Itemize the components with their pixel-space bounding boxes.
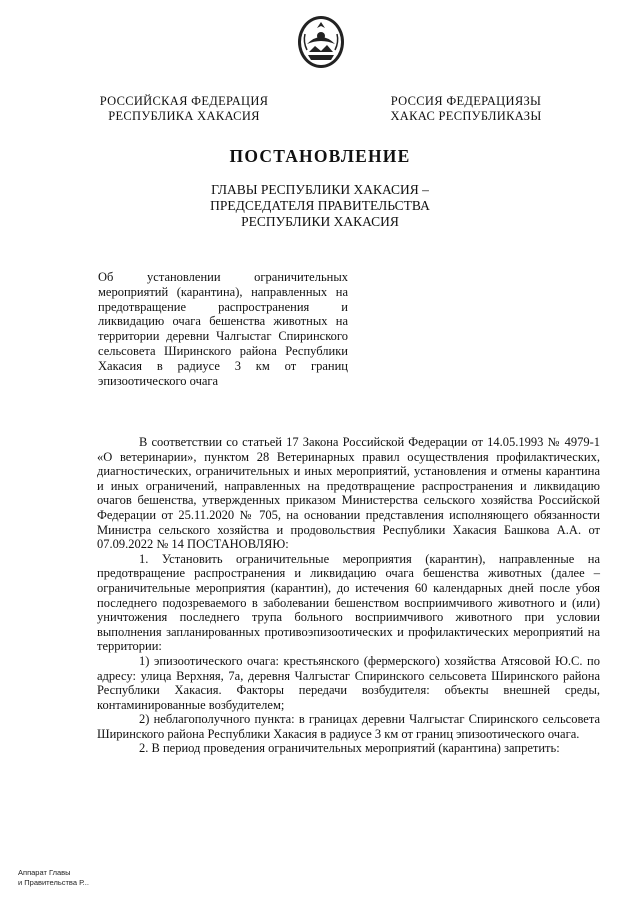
header-right-line: ХАКАС РЕСПУБЛИКАЗЫ (390, 109, 542, 123)
issuer-line: ПРЕДСЕДАТЕЛЯ ПРАВИТЕЛЬСТВА (210, 198, 430, 213)
republic-emblem-icon (295, 14, 347, 70)
body-paragraph: В соответствии со статьей 17 Закона Российской Федерации от 14.05.1993 № 4979-1 «О ветеринарии», пунктом 28 Ветеринарных правил осуществления профилактических, диагностических, ограничительных и иных мероприятий, установления и отмены карантина и иных ограничений, направленных на предотвращение распространения и ликвидацию очагов бешенства, утвержденных приказом Министерства сельского хозяйства Российской Федерации от 25.11.2020 № 705, на основании представления исполняющего обязанности Министра сельского хозяйства и продовольствия Республики Хакасия Башкова А.А. от 07.09.2022 № 14 ПОСТАНОВЛЯЮ: (97, 435, 600, 552)
body-paragraph: 2) неблагополучного пункта: в границах деревни Чалгыстаг Спиринского сельсовета Ширинского района Республики Хакасия в радиусе 3 км от границ эпизоотического очага. (97, 712, 600, 741)
footer-note (18, 868, 89, 888)
subject-block: Об установлении ограничительных мероприятий (карантина), направленных на предотвращение распространения и ликвидацию очага бешенства животных на территории деревни Чалгыстаг Спиринского сельсовета Ширинского района Республики Хакасия в радиусе 3 км от границ эпизоотического очага (98, 270, 348, 388)
document-title: ПОСТАНОВЛЕНИЕ (229, 146, 411, 166)
issuer-line: ГЛАВЫ РЕСПУБЛИКИ ХАКАСИЯ – (211, 182, 429, 197)
body-paragraph: 1) эпизоотического очага: крестьянского (фермерского) хозяйства Атясовой Ю.С. по адресу: улица Верхняя, 7а, деревня Чалгыстаг Спиринского сельсовета Ширинского района Республики Хакасия. Факторы передачи возбудителя: объекты внешней среды, контаминированные возбудителем; (97, 653, 600, 712)
body-paragraph: 1. Установить ограничительные мероприятия (карантин), направленные на предотвращение распространения и ликвидацию очага бешенства животных (далее – ограничительные мероприятия (карантин), до истечения 60 календарных дней после убоя последнего подозреваемого в заболевании бешенством восприимчивого животного и (или) уничтожения последнего трупа больного восприимчивого животного при условии выполнения запланированных противоэпизоотических и профилактических мероприятий на территории: (97, 551, 600, 654)
header-left (92, 94, 276, 124)
document-body (97, 435, 600, 756)
footer-line: Аппарат Главы (18, 868, 71, 877)
header-left-line: РОССИЙСКАЯ ФЕДЕРАЦИЯ (99, 94, 269, 108)
footer-line: и Правительства Р... (18, 878, 89, 887)
issuer-block (0, 182, 640, 230)
header-right-line: РОССИЯ ФЕДЕРАЦИЯЗЫ (390, 94, 542, 108)
body-paragraph: 2. В период проведения ограничительных мероприятий (карантина) запретить: (139, 741, 560, 756)
header-left-line: РЕСПУБЛИКА ХАКАСИЯ (108, 109, 260, 123)
header-right (382, 94, 550, 124)
issuer-line: РЕСПУБЛИКИ ХАКАСИЯ (241, 214, 399, 229)
